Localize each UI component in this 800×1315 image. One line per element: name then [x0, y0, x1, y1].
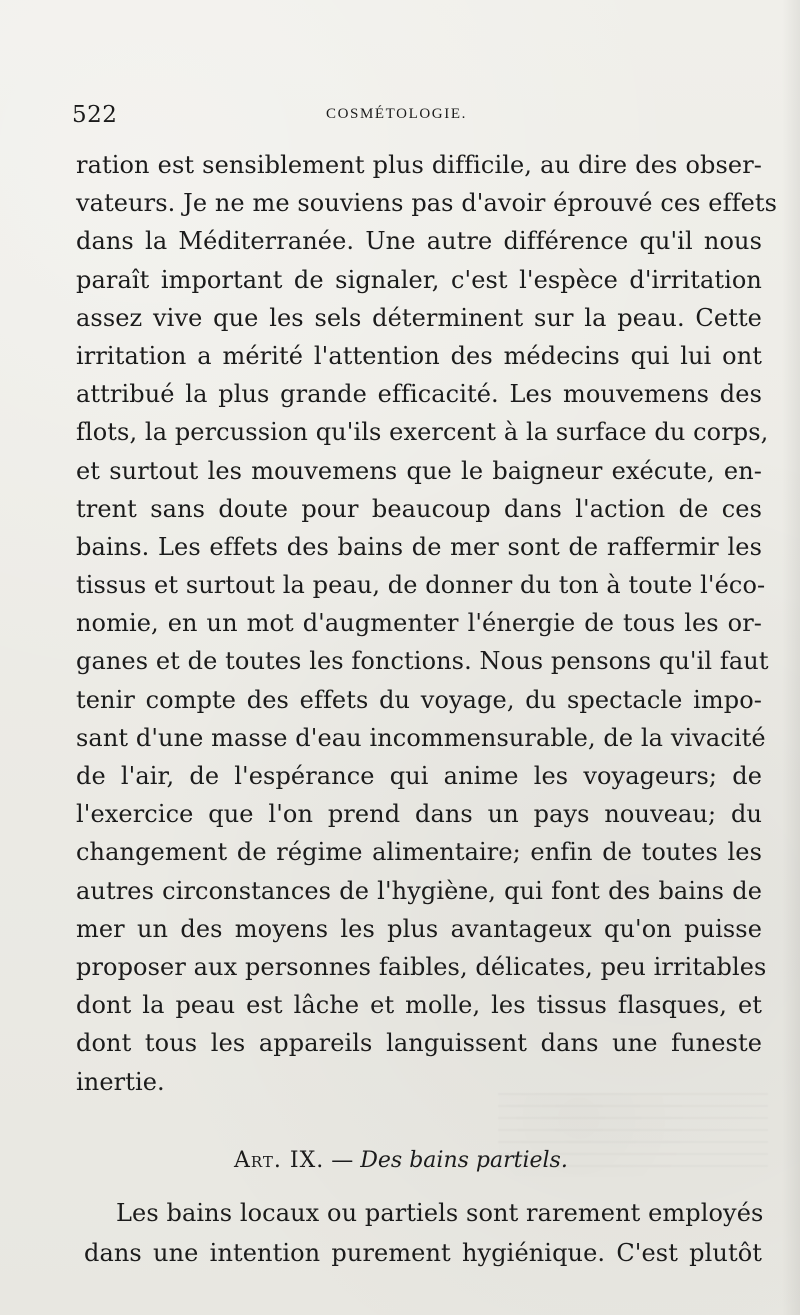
text-line: tissus et surtout la peau, de donner du ton à toute l'éco- [76, 571, 766, 600]
running-title: COSMÉTOLOGIE. [326, 106, 467, 122]
text-line: bains. Les effets des bains de mer sont de raffermir les [76, 532, 762, 561]
text-line: mer un des moyens les plus avantageux qu'on puisse [76, 914, 762, 943]
text-line: et surtout les mouvemens que le baigneur exécute, en- [76, 456, 762, 485]
text-line: dont la peau est lâche et molle, les tissus flasques, et [76, 991, 762, 1020]
text-line: dans la Méditerranée. Une autre différence qu'il nous [76, 227, 762, 256]
text-line: tenir compte des effets du voyage, du spectacle impo- [76, 685, 762, 714]
text-line: changement de régime alimentaire; enfin de toutes les [76, 838, 762, 867]
text-line: irritation a mérité l'attention des médecins qui lui ont [76, 341, 762, 370]
text-line: paraît important de signaler, c'est l'espèce d'irritation [76, 265, 762, 294]
text-line: nomie, en un mot d'augmenter l'énergie de tous les or- [76, 609, 762, 638]
page-edge-shadow [782, 0, 800, 1315]
main-text-block [76, 146, 778, 1101]
text-line: de l'air, de l'espérance qui anime les voyageurs; de [76, 762, 762, 790]
continuation-line: dans une intention purement hygiénique. C'est plutôt [84, 1239, 762, 1267]
article-title: Des bains partiels. [360, 1148, 568, 1173]
text-line: assez vive que les sels déterminent sur la peau. Cette [76, 303, 762, 332]
text-line: flots, la percussion qu'ils exercent à la surface du corps, [76, 418, 769, 447]
article-separator: — [331, 1148, 354, 1173]
page-header [72, 102, 772, 132]
text-line: l'exercice que l'on prend dans un pays nouveau; du [76, 800, 762, 829]
text-line: trent sans doute pour beaucoup dans l'action de ces [76, 494, 762, 523]
text-line: ration est sensiblement plus difficile, au dire des obser- [76, 151, 762, 179]
article-label: Art. IX. [234, 1148, 325, 1173]
text-line-final: inertie. [76, 1067, 165, 1096]
text-line: sant d'une masse d'eau incommensurable, de la vivacité [76, 723, 766, 752]
text-line: autres circonstances de l'hygiène, qui font des bains de [76, 876, 762, 905]
text-line: ganes et de toutes les fonctions. Nous pensons qu'il faut [76, 647, 769, 676]
continuation-text-block [84, 1193, 762, 1273]
article-heading [234, 1143, 568, 1179]
page-number: 522 [72, 102, 118, 128]
text-line: vateurs. Je ne me souviens pas d'avoir éprouvé ces effets [76, 189, 778, 218]
text-line: attribué la plus grande efficacité. Les mouvemens des [76, 380, 762, 409]
continuation-line: Les bains locaux ou partiels sont rarement employés [116, 1199, 764, 1227]
text-line: dont tous les appareils languissent dans une funeste [76, 1029, 762, 1058]
text-line: proposer aux personnes faibles, délicates, peu irritables [76, 952, 767, 981]
